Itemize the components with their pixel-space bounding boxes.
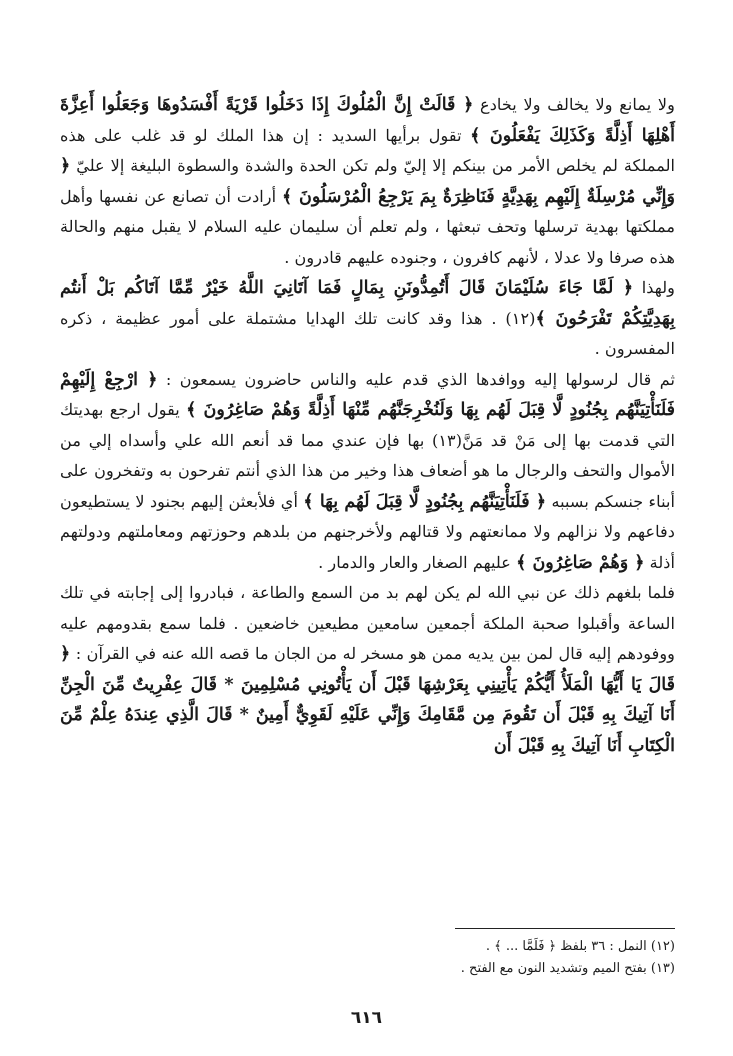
quran-verse: ﴿ وَإِنِّي مُرْسِلَةٌ إِلَيْهِم بِهَدِيَّةٍ فَنَاظِرَةٌ بِمَ يَرْجِعُ الْمُرْسَلُونَ ﴾ xyxy=(60,156,675,207)
text-segment: تقول برأيها السديد : إن هذا الملك لو قد غلب على هذه المملكة لم يخلص الأمر من بينكم إلا إليّ ولم تكن الحدة والشدة والسطوة البليغة إلا عليّ xyxy=(60,125,675,175)
text-segment: عليهم الصغار والعار والدمار . xyxy=(318,552,517,572)
page-body xyxy=(60,90,676,976)
quran-verse: ﴿ وَهُمْ صَاغِرُونَ ﴾ xyxy=(516,552,645,573)
quran-verse: ﴿ قَالَ يَا أَيُّهَا الْمَلَأُ أَيُّكُمْ يَأْتِينِي بِعَرْشِهَا قَبْلَ أَن يَأْتُونِي مُسْلِمِينَ * قَالَ عِفْرِيتٌ مِّنَ الْجِنِّ أَنَا آتِيكَ بِهِ قَبْلَ أَن تَقُومَ مِن مَّقَامِكَ وَإِنِّي عَلَيْهِ لَقَوِيٌّ أَمِينٌ * قَالَ الَّذِي عِندَهُ عِلْمٌ مِّنَ الْكِتَابِ أَنَا آتِيكَ بِهِ قَبْلَ أَن xyxy=(60,644,675,756)
quran-verse: ﴿ قَالَتْ إِنَّ الْمُلُوكَ إِذَا دَخَلُوا قَرْيَةً أَفْسَدُوهَا وَجَعَلُوا أَعِزَّةَ أَهْلِهَا أَذِلَّةً وَكَذَلِكَ يَفْعَلُونَ ﴾ xyxy=(60,95,675,146)
paragraph-3 xyxy=(60,365,675,579)
paragraph-1 xyxy=(60,90,675,273)
text-segment: ولهذا xyxy=(633,278,676,297)
quran-verse: ﴿ فَلَنَأْتِيَنَّهُم بِجُنُودٍ لَّا قِبَلَ لَهُم بِهَا ﴾ xyxy=(303,491,547,512)
text-segment: ولا يمانع ولا يخالف ولا يخادع xyxy=(473,95,675,114)
text-segment: ثم قال لرسولها إليه ووافدها الذي قدم عليه والناس حاضرون يسمعون : xyxy=(157,369,676,389)
footnotes xyxy=(60,936,675,980)
quran-verse: ﴿ ارْجِعْ إِلَيْهِمْ فَلَنَأْتِيَنَّهُم بِجُنُودٍ لَّا قِبَلَ لَهُم بِهَا وَلَنُخْرِجَنَّهُم مِّنْهَا أَذِلَّةً وَهُمْ صَاغِرُونَ ﴾ xyxy=(60,369,676,420)
text-segment: فلما بلغهم ذلك عن نبي الله لم يكن لهم بد من السمع والطاعة ، فبادروا إلى إجابته في تلك الساعة وأقبلوا صحبة الملكة أجمعين سامعين مطيعين خاضعين . فلما سمع بقدومهم عليه ووفودهم إليه قال لمن بين يديه ممن هو مسخر له من الجان ما قصه الله عنه في القرآن : xyxy=(60,583,675,663)
text-segment: أرادت أن تصانع عن نفسها وأهل مملكتها بهدية ترسلها وتحف تبعثها ، ولم تعلم أن سليمان عليه السلام لا يقبل منهم والحالة هذه صرفا ولا عدلا ، لأنهم كافرون ، وجنوده عليهم قادرون . xyxy=(60,186,675,267)
footnote-divider xyxy=(455,928,675,929)
footnote-12: (١٢) النمل : ٣٦ بلفظ ﴿ فَلَمَّا ... ﴾ . xyxy=(485,939,675,954)
text-segment: (١٢) . هذا وقد كانت تلك الهدايا مشتملة على أمور عظيمة ، ذكره المفسرون . xyxy=(60,308,675,358)
text-segment: أي فلأبعثن إليهم بجنود لا يستطيعون دفاعهم ولا نزالهم ولا ممانعتهم ولا قتالهم ولأخرجنهم من بلدهم وحوزتهم ومعاملتهم ودولتهم أذلة xyxy=(60,491,675,572)
text-segment: يقول ارجع بهديتك التي قدمت بها إلى مَنْ قد مَنَّ(١٣) بها فإن عندي مما قد أنعم الله علي وأسداه إلي من الأموال والتحف والرجال ما هو أضعاف هذا وخير من هذا الذي أنتم تفرحون به وتفخرون على أبناء جنسكم بسببه xyxy=(60,400,675,511)
page-number: ٦١٦ xyxy=(350,1008,383,1028)
paragraph-2 xyxy=(60,273,675,365)
quran-verse: ﴿ لَمَّا جَاءَ سُلَيْمَانَ قَالَ أَتُمِدُّونَنِ بِمَالٍ فَمَا آتَانِيَ اللَّهُ خَيْرٌ مِّمَّا آتَاكُم بَلْ أَنتُم بِهَدِيَّتِكُمْ تَفْرَحُونَ ﴾ xyxy=(60,278,675,329)
footnote-13: (١٣) بفتح الميم وتشديد النون مع الفتح . xyxy=(460,961,675,976)
paragraph-4 xyxy=(60,578,675,761)
